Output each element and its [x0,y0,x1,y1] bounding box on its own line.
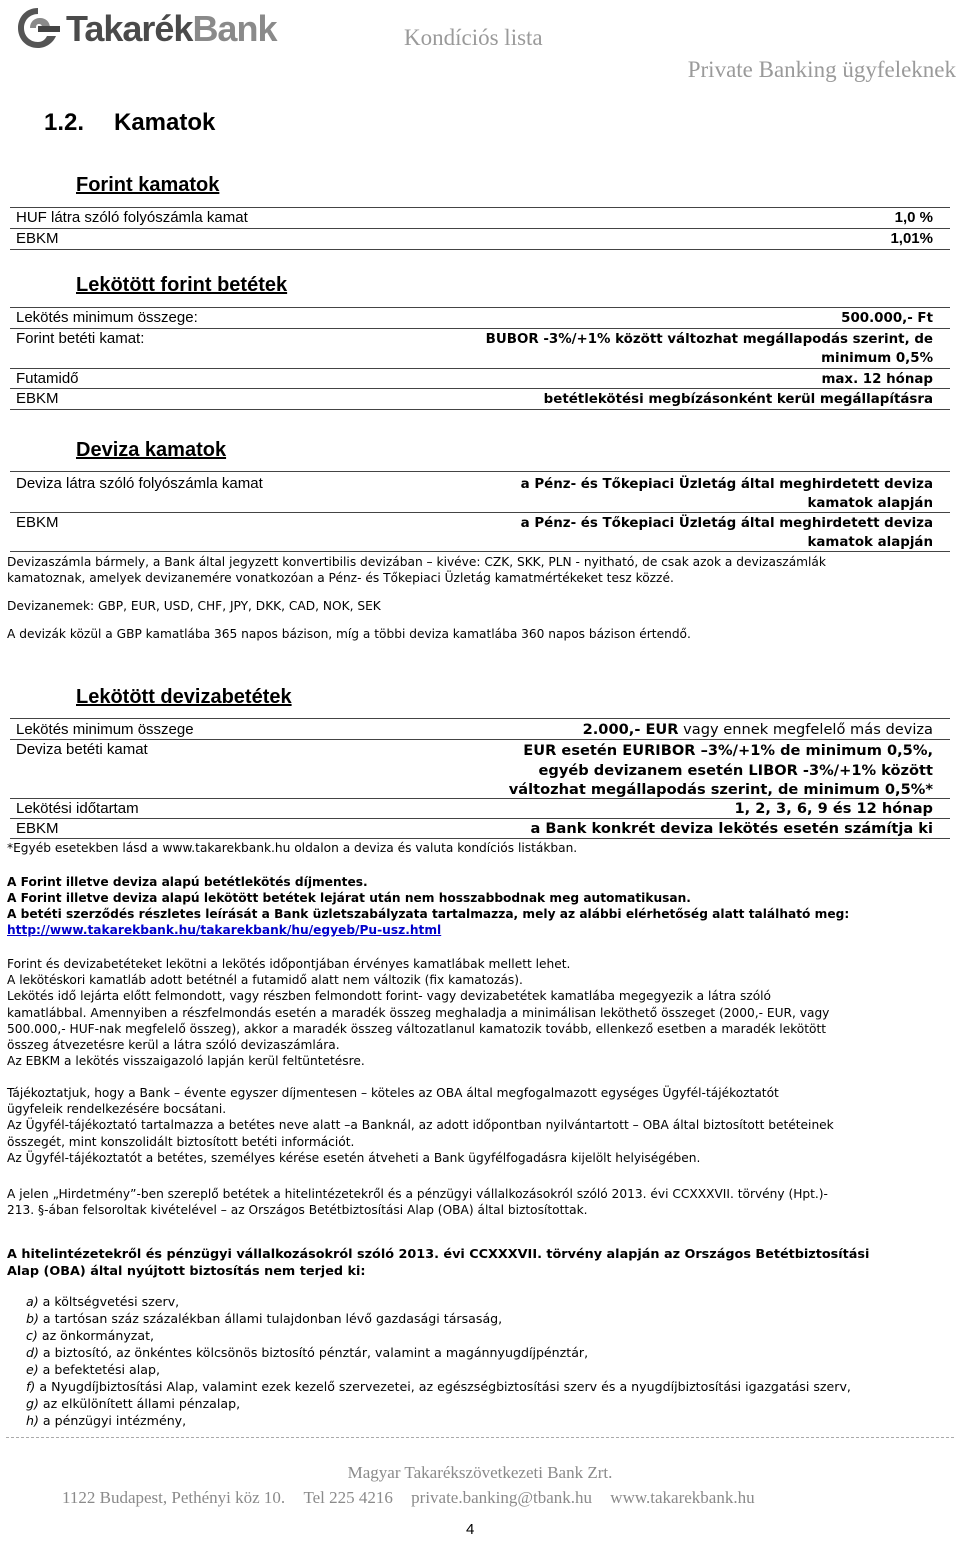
fx-ebkm-value: kamatok alapján [807,535,933,550]
footer-address: 1122 Budapest, Pethényi köz 10. [62,1488,286,1507]
note-line: Alap (OBA) által nyújtott biztosítás nem terjed ki: [7,1264,366,1279]
divider [10,388,950,389]
list-text: a biztosító, az önkéntes kölcsönös biztosító pénztár, valamint a magánnyugdíjpénztár, [38,1345,589,1360]
divider [10,207,950,208]
note-line: 500.000,- HUF-nak megfelelő összeg), akkor a maradék összeg változatlanul kamatozik tovább, ellenkező esetben a maradék lekötött [7,1021,827,1036]
notes-block [7,956,957,1069]
note-line: összeg átvezetésre kerül a látra szóló devizaszámlára. [7,1038,340,1053]
divider [10,798,950,799]
divider [10,328,950,329]
bank-logo [16,6,401,52]
fx-deposit-rate-line: egyéb devizanem esetén LIBOR -3%/+1% között [538,761,933,779]
row-label: EBKM [16,230,59,247]
footer-web[interactable]: www.takarekbank.hu [610,1488,755,1507]
fx-deposit-rate-label: Deviza betéti kamat [16,741,148,758]
list-letter: g) [26,1396,39,1411]
min-amount-value: 500.000,- Ft [841,311,933,326]
list-text: az elkülönített állami pénzalap, [38,1396,241,1411]
ebkm-value: betétlekötési megbízásonként kerül megállapításra [543,392,933,407]
list-text: a Nyugdíjbiztosítási Alap, valamint ezek kezelő szervezetei, az egészségbiztosítási szerv és a nyugdíjbiztosítási igazgatási szerv, [35,1379,851,1394]
fx-currencies: Devizanemek: GBP, EUR, USD, CHF, JPY, DKK, CAD, NOK, SEK [7,599,381,613]
list-item [26,1293,851,1310]
list-item [26,1327,851,1344]
note-line: A hitelintézetekről és pénzügyi vállalkozásokról szóló 2013. évi CCXXXVII. törvény alapján az Országos Betétbiztosítási [7,1247,870,1262]
note-line: 213. §-ában felsoroltak kivételével – az Országos Betétbiztosítási Alap (OBA) által biztosítottak. [7,1203,588,1218]
list-letter: e) [26,1362,39,1377]
row-value: 1,0 % [894,209,933,226]
note-line: A lekötéskori kamatláb adott betétnél a futamidő alatt nem változik (fix kamatozás). [7,973,523,988]
fx-footnote: *Egyéb esetekben lásd a www.takarekbank.hu oldalon a deviza és valuta kondíciós listákban. [7,841,578,855]
divider [10,368,950,369]
fx-deposit-rate-line: változhat megállapodás szerint, de minimum 0,5%* [508,781,933,798]
list-item [26,1378,851,1395]
divider [10,551,950,552]
note-line: kamatlábbal. Amennyiben a részfelmondás esetén a maradék összeg meghaladja a minimálisan leköthető összeget (2000,- EUR, vagy [7,1005,830,1020]
note-line: összegét, mint konszolidált biztosított betéti információt. [7,1134,355,1149]
fx-note [7,554,957,586]
list-item [26,1412,851,1429]
fx-note-line: Devizaszámla bármely, a Bank által jegyzett konvertibilis devizában – kivéve: CZK, SKK, PLN - nyitható, de csak azok a devizaszámlák [7,555,826,569]
oba-exclusion-heading [7,1246,957,1280]
row-label: HUF látra szóló folyószámla kamat [16,209,248,226]
term-value: max. 12 hónap [821,372,933,387]
announcement-block [7,1186,957,1218]
list-item [26,1361,851,1378]
note-line: Tájékoztatjuk, hogy a Bank – évente egyszer díjmentesen – köteles az OBA által megfogalmazott egységes Ügyfél-tájékoztatót [7,1086,779,1100]
list-item [26,1344,851,1361]
min-amount-label: Lekötés minimum összege: [16,309,198,326]
list-text: az önkormányzat, [37,1328,155,1343]
footer-email[interactable]: private.banking@tbank.hu [411,1488,593,1507]
heading-fixed-huf: Lekötött forint betétek [76,274,288,296]
list-letter: d) [26,1345,39,1360]
note-terms: A betéti szerződés részletes leírását a Bank üzletszabályzata tartalmazza, mely az alábbi elérhetőség alatt található meg: [7,907,850,921]
fx-ebkm-label: EBKM [16,820,59,837]
divider [10,409,950,410]
divider [10,739,950,740]
note-line: Az EBKM a lekötés visszaigazoló lapján kerül feltüntetésre. [7,1054,365,1069]
divider [10,307,950,308]
term-label: Futamidő [16,370,79,387]
note-line: A jelen „Hirdetmény”-ben szereplő betétek a hitelintézetekről és a pénzügyi vállalkozásokról szóló 2013. évi CCXXXVII. törvény (Hpt.)- [7,1187,828,1201]
list-text: a tartósan száz százalékban állami tulajdonban lévő gazdasági társaság, [38,1311,503,1326]
heading-fixed-fx: Lekötött devizabetétek [76,686,292,708]
list-letter: c) [26,1328,38,1343]
footer-company: Magyar Takarékszövetkezeti Bank Zrt. [347,1463,613,1482]
list-item [26,1395,851,1412]
list-text: a költségvetési szerv, [38,1294,180,1309]
rate-label: Forint betéti kamat: [16,330,145,347]
fx-min-value [583,721,933,739]
page-number: 4 [466,1521,475,1538]
page-title: Kamatok [114,109,216,136]
divider [10,512,950,513]
list-text: a pénzügyi intézmény, [38,1413,187,1428]
fx-rate-value: a Pénz- és Tőkepiaci Üzletág által meghirdetett deviza [520,477,933,492]
oba-info-block [7,1085,957,1166]
row-value: 1,01% [890,230,933,247]
audience-label: Private Banking ügyfeleknek [687,57,956,82]
note-line: Forint és devizabetéteket lekötni a lekötés időpontjában érvényes kamatlábak mellett lehet. [7,957,571,971]
terms-link[interactable]: http://www.takarekbank.hu/takarekbank/hu/egyeb/Pu-usz.html [7,923,442,937]
divider [10,228,950,229]
bank-logo-mark-icon [16,6,62,50]
fx-min-label: Lekötés minimum összege [16,721,194,738]
exclusion-list [26,1293,851,1429]
fx-rate-label: Deviza látra szóló folyószámla kamat [16,475,263,492]
divider [10,471,950,472]
rate-value: minimum 0,5% [821,351,933,366]
note-line: Lekötés idő lejárta előtt felmondott, vagy részben felmondott forint- vagy devizabetétek kamatlába megegyezik a látra szóló [7,989,771,1004]
footer-divider [6,1437,954,1438]
fx-note-line: kamatoznak, amelyek devizanemére vonatkozóan a Pénz- és Tőkepiaci Üzletág kamatmértékeket tesz közzé. [7,571,674,586]
doc-name: Kondíciós lista [404,25,543,50]
note-no-auto-renew: A Forint illetve deviza alapú lekötött betétek lejárat után nem hosszabbodnak meg automatikusan. [7,891,691,905]
list-letter: h) [26,1413,39,1428]
list-item [26,1310,851,1327]
list-text: a befektetési alap, [38,1362,160,1377]
heading-forint-rates: Forint kamatok [76,174,220,196]
list-letter: a) [26,1294,39,1309]
rate-value: BUBOR -3%/+1% között változhat megállapodás szerint, de [485,332,933,347]
divider [10,818,950,819]
note-fee-free: A Forint illetve deviza alapú betétlekötés díjmentes. [7,875,368,889]
note-line: Az Ügyfél-tájékoztatót a betétes, személyes kérése esetén átveheti a Bank ügyfélfogadásra kijelölt helyiségében. [7,1150,701,1165]
list-letter: b) [26,1311,39,1326]
heading-fx-rates: Deviza kamatok [76,439,227,461]
fx-min-value-rest: vagy ennek megfelelő más deviza [678,721,933,738]
fx-ebkm-value: a Bank konkrét deviza lekötés esetén számítja ki [530,820,933,837]
note-line: ügyfeleik rendelkezésére bocsátani. [7,1102,227,1117]
note-line: Az Ügyfél-tájékoztató tartalmazza a betétes neve alatt –a Banknál, az adott időpontban nyilvántartott – OBA által biztosított betéteinek [7,1118,834,1133]
divider [10,718,950,719]
fx-rate-value: kamatok alapján [807,496,933,511]
footer-contacts [62,1488,755,1508]
logo-text-bank: Bank [192,8,277,49]
fx-min-value-amount: 2.000,- EUR [582,721,679,738]
fx-deposit-rate-value [509,741,933,800]
logo-text-takarek: Takarék [66,8,193,49]
ebkm-label: EBKM [16,390,59,407]
fx-basis: A devizák közül a GBP kamatlába 365 napos bázison, míg a többi deviza kamatlába 360 napos bázison értendő. [7,627,691,641]
divider [10,249,950,250]
fx-ebkm-label: EBKM [16,514,59,531]
footer-phone: Tel 225 4216 [303,1488,393,1507]
section-number: 1.2. [44,109,85,136]
divider [10,838,950,839]
fx-ebkm-value: a Pénz- és Tőkepiaci Üzletág által meghirdetett deviza [520,516,933,531]
fx-term-value: 1, 2, 3, 6, 9 és 12 hónap [734,800,933,817]
fx-term-label: Lekötési időtartam [16,800,139,817]
list-letter: f) [26,1379,36,1394]
fx-deposit-rate-line: EUR esetén EURIBOR –3%/+1% de minimum 0,5%, [523,742,933,759]
